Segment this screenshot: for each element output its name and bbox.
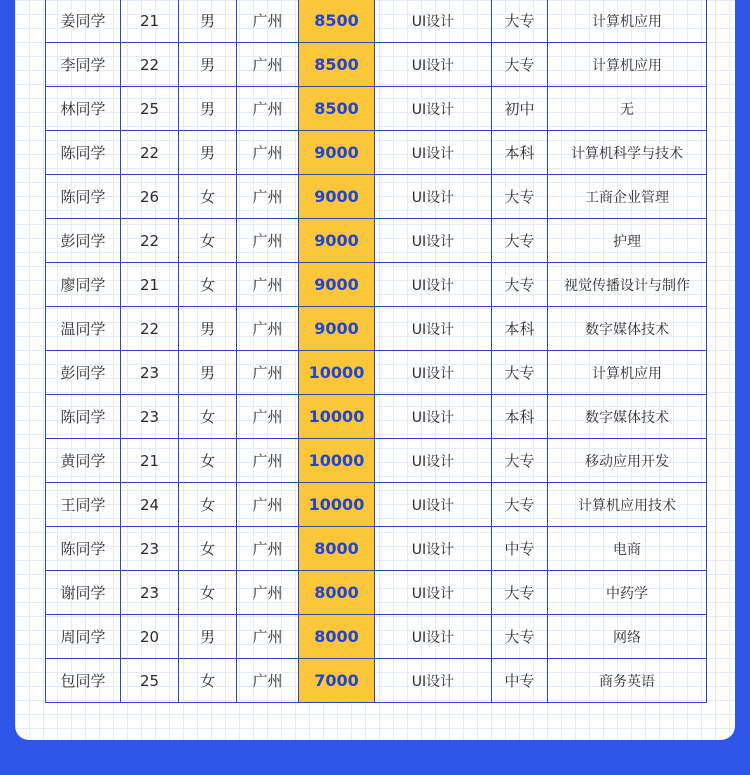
table-row: [46, 439, 707, 483]
gender-cell: 男: [179, 43, 237, 87]
results-card: [15, 0, 735, 740]
table-row: [46, 615, 707, 659]
student-name-cell: 王同学: [46, 483, 121, 527]
job-cell: UI设计: [375, 0, 492, 43]
gender-cell: 女: [179, 527, 237, 571]
age-cell: 22: [121, 43, 179, 87]
table-body: [46, 0, 707, 703]
student-name-cell: 包同学: [46, 659, 121, 703]
student-name-cell: 彭同学: [46, 351, 121, 395]
salary-cell: 9000: [299, 219, 375, 263]
education-cell: 大专: [492, 263, 548, 307]
salary-cell: 10000: [299, 439, 375, 483]
education-cell: 本科: [492, 131, 548, 175]
city-cell: 广州: [237, 263, 299, 307]
table-row: [46, 483, 707, 527]
major-cell: 移动应用开发: [548, 439, 707, 483]
gender-cell: 男: [179, 131, 237, 175]
major-cell: 计算机应用: [548, 43, 707, 87]
table-row: [46, 43, 707, 87]
age-cell: 26: [121, 175, 179, 219]
gender-cell: 男: [179, 0, 237, 43]
gender-cell: 女: [179, 439, 237, 483]
student-name-cell: 温同学: [46, 307, 121, 351]
city-cell: 广州: [237, 175, 299, 219]
major-cell: 护理: [548, 219, 707, 263]
major-cell: 商务英语: [548, 659, 707, 703]
job-cell: UI设计: [375, 659, 492, 703]
city-cell: 广州: [237, 131, 299, 175]
city-cell: 广州: [237, 43, 299, 87]
gender-cell: 男: [179, 307, 237, 351]
major-cell: 数字媒体技术: [548, 395, 707, 439]
major-cell: 网络: [548, 615, 707, 659]
age-cell: 24: [121, 483, 179, 527]
table-row: [46, 571, 707, 615]
age-cell: 21: [121, 263, 179, 307]
education-cell: 大专: [492, 615, 548, 659]
salary-cell: 10000: [299, 483, 375, 527]
education-cell: 大专: [492, 219, 548, 263]
education-cell: 大专: [492, 483, 548, 527]
job-cell: UI设计: [375, 483, 492, 527]
city-cell: 广州: [237, 307, 299, 351]
table-row: [46, 659, 707, 703]
job-cell: UI设计: [375, 43, 492, 87]
age-cell: 21: [121, 0, 179, 43]
table-row: [46, 0, 707, 43]
job-cell: UI设计: [375, 263, 492, 307]
table-row: [46, 175, 707, 219]
major-cell: 无: [548, 87, 707, 131]
job-cell: UI设计: [375, 307, 492, 351]
age-cell: 22: [121, 131, 179, 175]
employment-table: [45, 0, 707, 703]
age-cell: 23: [121, 395, 179, 439]
job-cell: UI设计: [375, 439, 492, 483]
salary-cell: 8500: [299, 87, 375, 131]
age-cell: 25: [121, 87, 179, 131]
job-cell: UI设计: [375, 175, 492, 219]
city-cell: 广州: [237, 483, 299, 527]
major-cell: 工商企业管理: [548, 175, 707, 219]
city-cell: 广州: [237, 0, 299, 43]
city-cell: 广州: [237, 395, 299, 439]
city-cell: 广州: [237, 219, 299, 263]
major-cell: 数字媒体技术: [548, 307, 707, 351]
education-cell: 大专: [492, 0, 548, 43]
city-cell: 广州: [237, 615, 299, 659]
student-name-cell: 陈同学: [46, 527, 121, 571]
salary-cell: 8000: [299, 571, 375, 615]
job-cell: UI设计: [375, 615, 492, 659]
age-cell: 23: [121, 351, 179, 395]
education-cell: 初中: [492, 87, 548, 131]
salary-cell: 10000: [299, 395, 375, 439]
table-row: [46, 131, 707, 175]
major-cell: 计算机应用: [548, 351, 707, 395]
education-cell: 本科: [492, 395, 548, 439]
age-cell: 23: [121, 571, 179, 615]
student-name-cell: 廖同学: [46, 263, 121, 307]
salary-cell: 7000: [299, 659, 375, 703]
student-name-cell: 陈同学: [46, 175, 121, 219]
age-cell: 20: [121, 615, 179, 659]
education-cell: 中专: [492, 527, 548, 571]
gender-cell: 女: [179, 483, 237, 527]
student-name-cell: 陈同学: [46, 131, 121, 175]
student-name-cell: 彭同学: [46, 219, 121, 263]
student-name-cell: 周同学: [46, 615, 121, 659]
student-name-cell: 黄同学: [46, 439, 121, 483]
job-cell: UI设计: [375, 87, 492, 131]
table-row: [46, 263, 707, 307]
salary-cell: 10000: [299, 351, 375, 395]
age-cell: 23: [121, 527, 179, 571]
job-cell: UI设计: [375, 351, 492, 395]
education-cell: 大专: [492, 175, 548, 219]
job-cell: UI设计: [375, 571, 492, 615]
city-cell: 广州: [237, 351, 299, 395]
education-cell: 大专: [492, 439, 548, 483]
age-cell: 21: [121, 439, 179, 483]
table-row: [46, 351, 707, 395]
table-row: [46, 527, 707, 571]
education-cell: 本科: [492, 307, 548, 351]
city-cell: 广州: [237, 659, 299, 703]
job-cell: UI设计: [375, 219, 492, 263]
major-cell: 电商: [548, 527, 707, 571]
city-cell: 广州: [237, 439, 299, 483]
student-name-cell: 姜同学: [46, 0, 121, 43]
student-name-cell: 谢同学: [46, 571, 121, 615]
education-cell: 中专: [492, 659, 548, 703]
gender-cell: 女: [179, 219, 237, 263]
job-cell: UI设计: [375, 527, 492, 571]
gender-cell: 女: [179, 175, 237, 219]
major-cell: 视觉传播设计与制作: [548, 263, 707, 307]
education-cell: 大专: [492, 43, 548, 87]
major-cell: 计算机科学与技术: [548, 131, 707, 175]
table-row: [46, 219, 707, 263]
salary-cell: 9000: [299, 307, 375, 351]
age-cell: 22: [121, 307, 179, 351]
education-cell: 大专: [492, 571, 548, 615]
gender-cell: 女: [179, 395, 237, 439]
salary-cell: 8500: [299, 0, 375, 43]
education-cell: 大专: [492, 351, 548, 395]
table-row: [46, 307, 707, 351]
table-row: [46, 87, 707, 131]
city-cell: 广州: [237, 87, 299, 131]
age-cell: 22: [121, 219, 179, 263]
student-name-cell: 林同学: [46, 87, 121, 131]
major-cell: 计算机应用: [548, 0, 707, 43]
city-cell: 广州: [237, 527, 299, 571]
salary-cell: 8000: [299, 615, 375, 659]
gender-cell: 男: [179, 87, 237, 131]
gender-cell: 女: [179, 659, 237, 703]
age-cell: 25: [121, 659, 179, 703]
job-cell: UI设计: [375, 131, 492, 175]
table-row: [46, 395, 707, 439]
student-name-cell: 李同学: [46, 43, 121, 87]
student-name-cell: 陈同学: [46, 395, 121, 439]
salary-cell: 8000: [299, 527, 375, 571]
salary-cell: 9000: [299, 175, 375, 219]
salary-cell: 8500: [299, 43, 375, 87]
gender-cell: 女: [179, 263, 237, 307]
gender-cell: 男: [179, 615, 237, 659]
city-cell: 广州: [237, 571, 299, 615]
job-cell: UI设计: [375, 395, 492, 439]
gender-cell: 男: [179, 351, 237, 395]
salary-cell: 9000: [299, 131, 375, 175]
major-cell: 计算机应用技术: [548, 483, 707, 527]
major-cell: 中药学: [548, 571, 707, 615]
salary-cell: 9000: [299, 263, 375, 307]
gender-cell: 女: [179, 571, 237, 615]
